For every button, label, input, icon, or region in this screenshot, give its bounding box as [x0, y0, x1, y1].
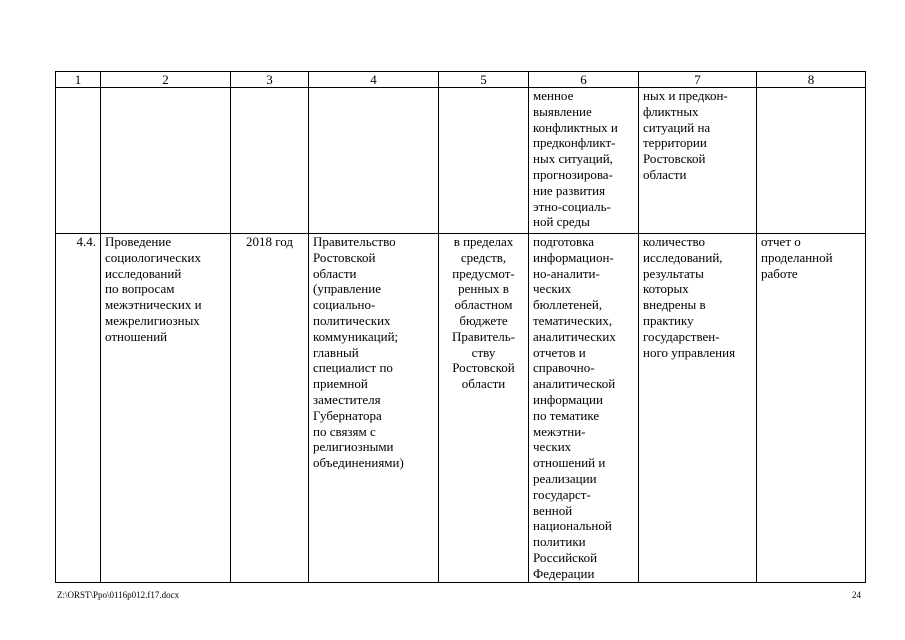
text-line: реализации — [533, 470, 597, 486]
text-line: отчетов и — [533, 344, 586, 360]
text-line: государст- — [533, 486, 591, 502]
text-line: Губернатора — [313, 407, 382, 423]
text-line: информации — [533, 391, 603, 407]
text-line: информацион- — [533, 249, 614, 265]
cell — [309, 88, 439, 234]
col-header: 1 — [56, 72, 101, 88]
text-line: социологических — [105, 249, 201, 265]
row-number: 4.4. — [56, 234, 101, 583]
text-line: по тематике — [533, 407, 600, 423]
table-row — [56, 234, 866, 583]
text-line: межэтни- — [533, 423, 586, 439]
continuation-cell-7 — [639, 88, 757, 234]
text-line: проделанной — [761, 249, 833, 265]
text-line: Проведение — [105, 234, 172, 249]
measures-table — [55, 71, 866, 583]
report-cell — [757, 234, 866, 583]
indicator-cell — [639, 234, 757, 583]
text-line: исследований, — [643, 249, 723, 265]
text-line: отчет о — [761, 234, 801, 249]
text-line: ных и предкон- — [643, 88, 728, 103]
text-line: областном — [454, 297, 513, 313]
text-line: ческих — [533, 439, 572, 455]
text-line: политики — [533, 534, 586, 550]
text-line: Ростовской — [313, 249, 376, 265]
cell — [439, 88, 529, 234]
text-line: менное — [533, 88, 574, 103]
text-line: приемной — [313, 376, 368, 392]
page-number: 24 — [852, 590, 861, 600]
col-header: 4 — [309, 72, 439, 88]
table-header-row — [56, 72, 866, 88]
text-line: социально- — [313, 297, 376, 313]
text-line: внедрены в — [643, 297, 706, 313]
text-line: заместителя — [313, 391, 381, 407]
text-line: (управление — [313, 281, 381, 297]
text-line: отношений — [105, 328, 168, 344]
text-line: государствен- — [643, 328, 720, 344]
file-path: Z:\ORST\Ppo\0116p012.f17.docx — [57, 590, 180, 600]
text-line: прогнозирова- — [533, 166, 613, 182]
text-line: аналитической — [533, 376, 616, 392]
text-line: ных ситуаций, — [533, 151, 613, 167]
text-line: но-аналити- — [533, 265, 600, 281]
text-line: результаты — [643, 265, 704, 281]
text-line: справочно- — [533, 360, 595, 376]
text-line: по связям с — [313, 423, 376, 439]
cell — [101, 88, 231, 234]
col-header: 3 — [231, 72, 309, 88]
text-line: практику — [643, 312, 694, 328]
text-line: исследований — [105, 265, 182, 281]
text-line: Российской — [533, 549, 598, 565]
col-header: 2 — [101, 72, 231, 88]
text-line: предконфликт- — [533, 135, 616, 151]
text-line: области — [643, 166, 687, 182]
text-line: конфликтных и — [533, 119, 618, 135]
text-line: Ростовской — [452, 360, 515, 376]
text-line: аналитических — [533, 328, 616, 344]
text-line: специалист по — [313, 360, 393, 376]
funding-cell — [439, 234, 529, 583]
text-line: Правитель- — [452, 328, 515, 344]
col-header: 5 — [439, 72, 529, 88]
executor-cell — [309, 234, 439, 583]
text-line: ного управления — [643, 344, 736, 360]
text-line: религиозными — [313, 439, 394, 455]
text-line: отношений и — [533, 455, 606, 471]
text-line: тематических, — [533, 312, 613, 328]
text-line: области — [461, 376, 506, 392]
text-line: политических — [313, 312, 391, 328]
text-line: средств, — [460, 249, 507, 265]
text-line: ние развития — [533, 182, 606, 198]
cell — [56, 88, 101, 234]
text-line: межэтнических и — [105, 297, 202, 313]
text-line: по вопросам — [105, 281, 175, 297]
text-line: национальной — [533, 518, 612, 534]
period-cell: 2018 год — [231, 234, 309, 583]
text-line: фликтных — [643, 103, 699, 119]
text-line: ческих — [533, 281, 572, 297]
text-line: ству — [471, 344, 496, 360]
cell — [757, 88, 866, 234]
text-line: объединениями) — [313, 455, 404, 471]
col-header: 7 — [639, 72, 757, 88]
event-cell — [101, 234, 231, 583]
text-line: главный — [313, 344, 359, 360]
text-line: коммуникаций; — [313, 328, 399, 344]
text-line: бюджете — [459, 312, 508, 328]
continuation-cell-6 — [529, 88, 639, 234]
text-line: Ростовской — [643, 151, 706, 167]
text-line: Федерации — [533, 565, 595, 581]
text-line: ренных в — [458, 281, 509, 297]
result-cell — [529, 234, 639, 583]
text-line: в пределах — [453, 234, 514, 249]
text-line: межрелигиозных — [105, 312, 200, 328]
col-header: 8 — [757, 72, 866, 88]
col-header: 6 — [529, 72, 639, 88]
text-line: области — [313, 265, 357, 281]
text-line: этно-социаль- — [533, 198, 611, 214]
text-line: территории — [643, 135, 707, 151]
text-line: количество — [643, 234, 706, 249]
cell — [231, 88, 309, 234]
continuation-row — [56, 88, 866, 234]
text-line: венной — [533, 502, 573, 518]
text-line: предусмот- — [452, 265, 515, 281]
text-line: выявление — [533, 103, 592, 119]
text-line: бюллетеней, — [533, 297, 603, 313]
text-line: ситуаций на — [643, 119, 711, 135]
text-line: подготовка — [533, 234, 595, 249]
text-line: Правительство — [313, 234, 396, 249]
text-line: ной среды — [533, 214, 590, 230]
text-line: которых — [643, 281, 689, 297]
text-line: работе — [761, 265, 798, 281]
